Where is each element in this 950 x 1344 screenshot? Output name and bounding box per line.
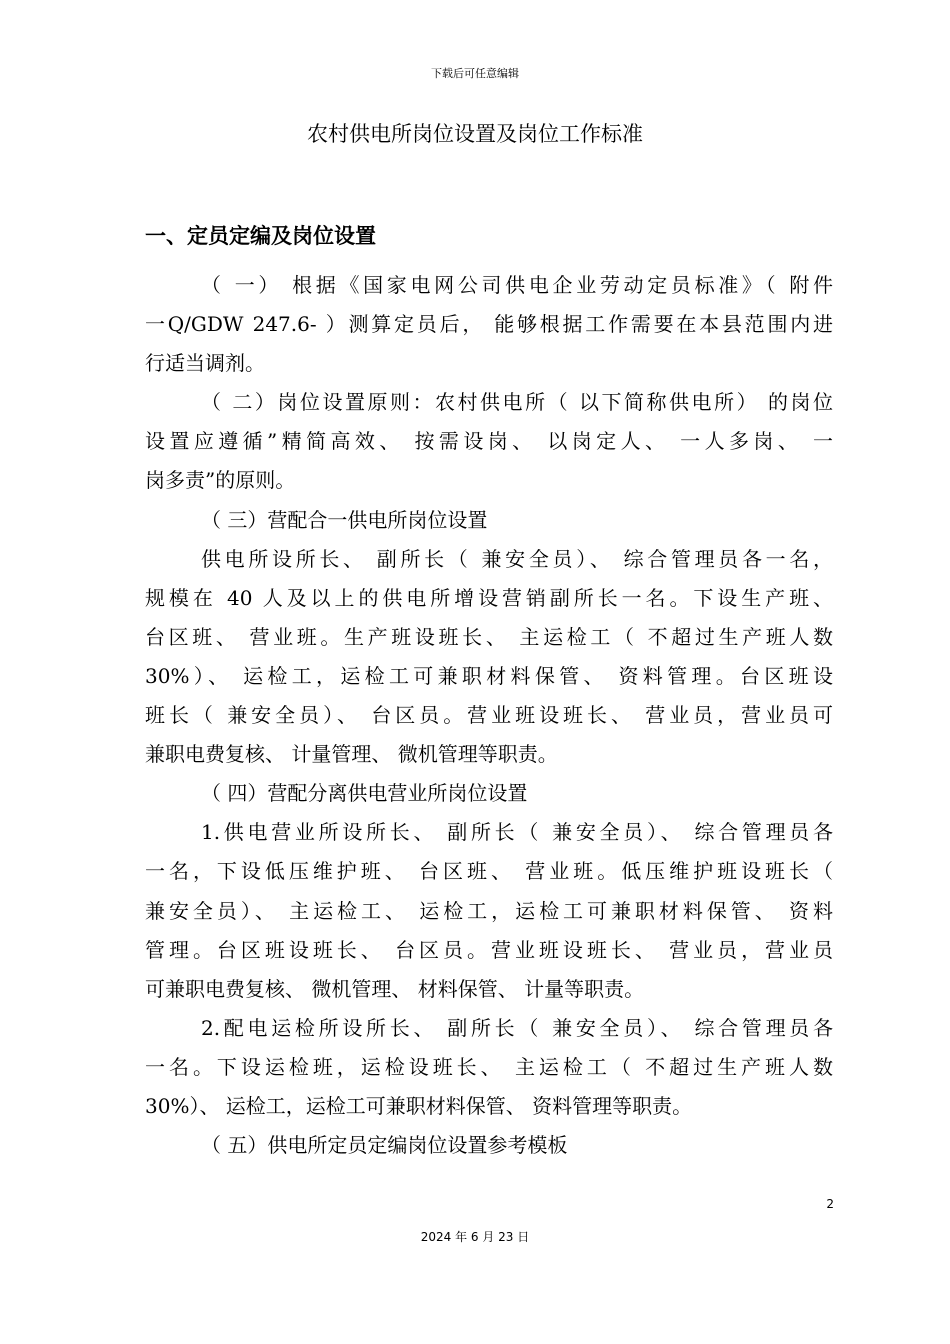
paragraph-line: 兼职电费复核、 计量管理、 微机管理等职责。 bbox=[145, 742, 558, 767]
paragraph-line: 2.配电运检所设所长、 副所长（ 兼安全员）、 综合管理员各 bbox=[201, 1015, 833, 1040]
paragraph-line: 台区班、 营业班。生产班设班长、 主运检工（ 不超过生产班人数 bbox=[145, 624, 833, 649]
paragraph-line: 设置应遵循”精简高效、 按需设岗、 以岗定人、 一人多岗、 一 bbox=[145, 429, 833, 454]
paragraph-line: 一Q/GDW 247.6- ）测算定员后， 能够根据工作需要在本县范围内进 bbox=[145, 312, 833, 337]
paragraph-line: 行适当调剂。 bbox=[145, 351, 265, 376]
paragraph-line: 30%）、 运检工，运检工可兼职材料保管、 资料管理等职责。 bbox=[145, 1093, 693, 1118]
paragraph-line: （ 四）营配分离供电营业所岗位设置 bbox=[201, 781, 528, 806]
page-footer-date: 2024 年 6 月 23 日 bbox=[420, 1230, 530, 1244]
paragraph-line: 兼安全员）、 主运检工、 运检工，运检工可兼职材料保管、 资料 bbox=[145, 898, 833, 923]
paragraph-line: 供电所设所长、 副所长（ 兼安全员）、 综合管理员各一名， bbox=[201, 546, 833, 571]
paragraph-line: （ 三）营配合一供电所岗位设置 bbox=[201, 507, 488, 532]
paragraph-line: 班长（ 兼安全员）、 台区员。营业班设班长、 营业员，营业员可 bbox=[145, 703, 833, 728]
paragraph-line: （ 二）岗位设置原则：农村供电所（ 以下简称供电所） 的岗位 bbox=[201, 390, 833, 415]
paragraph-line: 可兼职电费复核、 微机管理、 材料保管、 计量等职责。 bbox=[145, 976, 645, 1001]
paragraph-line: （ 五）供电所定员定编岗位设置参考模板 bbox=[201, 1133, 568, 1158]
paragraph-line: 30%）、 运检工，运检工可兼职材料保管、 资料管理。台区班设 bbox=[145, 663, 833, 688]
paragraph-line: 一名，下设低压维护班、 台区班、 营业班。低压维护班设班长（ bbox=[145, 859, 833, 884]
paragraph-line: 一名。下设运检班，运检设班长、 主运检工（ 不超过生产班人数 bbox=[145, 1054, 833, 1079]
paragraph-line: （ 一） 根据《国家电网公司供电企业劳动定员标准》（ 附件 bbox=[201, 273, 833, 297]
document-body bbox=[145, 266, 833, 1165]
document-title: 农村供电所岗位设置及岗位工作标准 bbox=[307, 122, 643, 146]
paragraph-line: 规模在 40 人及以上的供电所增设营销副所长一名。下设生产班、 bbox=[145, 585, 833, 610]
paragraph-line: 管理。台区班设班长、 台区员。营业班设班长、 营业员，营业员 bbox=[145, 937, 833, 962]
page-number: 2 bbox=[826, 1197, 834, 1211]
paragraph-line: 1.供电营业所设所长、 副所长（ 兼安全员）、 综合管理员各 bbox=[201, 820, 833, 845]
page-header-note: 下载后可任意编辑 bbox=[431, 67, 519, 80]
section-heading: 一、定员定编及岗位设置 bbox=[145, 224, 376, 248]
paragraph-line: 岗多责”的原则。 bbox=[145, 468, 296, 493]
